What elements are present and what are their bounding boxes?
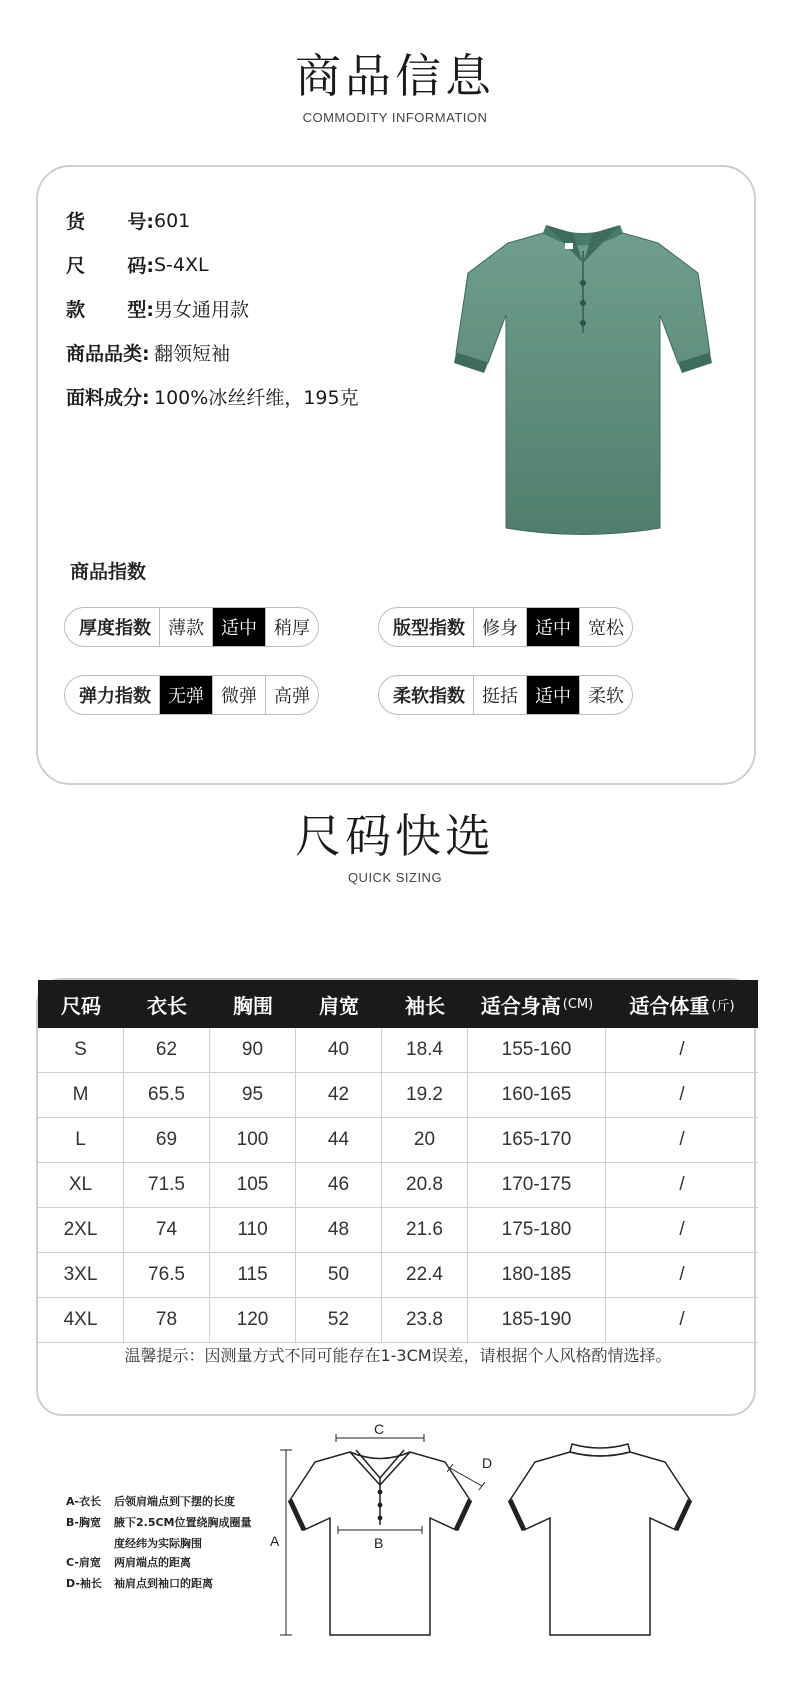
spec-value: 翻领短袖 <box>154 343 231 365</box>
table-cell: 62 <box>124 1028 210 1072</box>
legend-text: 两肩端点的距离 <box>114 1556 191 1569</box>
table-row <box>38 1073 758 1118</box>
spec-row <box>66 383 359 410</box>
table-cell: 40 <box>296 1028 382 1072</box>
table-cell: 76.5 <box>124 1253 210 1297</box>
legend-item <box>66 1493 235 1509</box>
spec-key-part: 货 <box>66 211 86 233</box>
label-a: A <box>270 1533 280 1549</box>
spec-row <box>66 295 249 322</box>
size-table-header-cell <box>38 980 124 1028</box>
legend-text: 袖肩点到袖口的距离 <box>114 1577 213 1590</box>
table-cell: 105 <box>210 1163 296 1207</box>
header-text: 尺码 <box>61 993 101 1018</box>
spec-key <box>66 295 154 322</box>
index-option-selected: 适中 <box>526 608 579 646</box>
index-pill <box>64 607 319 647</box>
legend-text: 腋下2.5CM位置绕胸成圈量 <box>114 1516 252 1529</box>
index-pill <box>378 607 633 647</box>
table-cell: 19.2 <box>382 1073 468 1117</box>
size-tip: 温馨提示：因测量方式不同可能存在1-3CM误差，请根据个人风格酌情选择。 <box>124 1346 672 1365</box>
index-option: 稍厚 <box>265 608 318 646</box>
table-row <box>38 1028 758 1073</box>
table-cell: / <box>679 1174 685 1195</box>
legend-key: D-袖长 <box>66 1577 102 1590</box>
table-cell: 71.5 <box>124 1163 210 1207</box>
index-option: 修身 <box>473 608 526 646</box>
table-cell: / <box>679 1039 685 1060</box>
table-cell: 2XL <box>38 1208 124 1252</box>
spec-row <box>66 251 209 278</box>
spec-value: S-4XL <box>154 253 209 276</box>
table-cell: 42 <box>296 1073 382 1117</box>
index-pill <box>64 675 319 715</box>
legend-item <box>66 1554 191 1570</box>
header-text: 肩宽 <box>319 993 359 1018</box>
index-label: 柔软指数 <box>393 686 465 707</box>
table-cell: 100 <box>210 1118 296 1162</box>
header-text: 胸围 <box>233 993 273 1018</box>
table-cell: 185-190 <box>468 1298 606 1342</box>
legend-text: 后领肩端点到下摆的长度 <box>114 1495 235 1508</box>
table-cell: 78 <box>124 1298 210 1342</box>
commodity-title: 商品信息 <box>295 49 495 103</box>
table-cell: 160-165 <box>468 1073 606 1117</box>
index-label: 弹力指数 <box>79 686 151 707</box>
legend-item <box>66 1575 213 1591</box>
header-unit: (CM) <box>562 996 594 1012</box>
index-label: 厚度指数 <box>79 618 151 639</box>
measurement-diagram <box>270 1421 740 1650</box>
size-table-header <box>38 980 758 1028</box>
size-table-header-cell <box>124 980 210 1028</box>
spec-value: 男女通用款 <box>154 299 250 321</box>
table-cell: / <box>679 1129 685 1150</box>
header-text: 袖长 <box>405 993 445 1018</box>
table-cell: L <box>38 1118 124 1162</box>
spec-key-part: 商品品类: <box>66 343 150 365</box>
sizing-title: 尺码快选 <box>295 809 495 863</box>
polo-shirt-image <box>448 203 718 543</box>
commodity-subtitle: COMMODITY INFORMATION <box>302 110 488 125</box>
size-table-header-cell <box>468 980 606 1028</box>
table-cell: 4XL <box>38 1298 124 1342</box>
spec-key-part: 型: <box>127 299 154 321</box>
index-option: 柔软 <box>579 676 632 714</box>
spec-key <box>66 207 154 234</box>
table-cell: 175-180 <box>468 1208 606 1252</box>
header-text: 适合身高 <box>480 993 561 1018</box>
sizing-subtitle: QUICK SIZING <box>347 870 443 885</box>
table-cell: 74 <box>124 1208 210 1252</box>
table-cell: 165-170 <box>468 1118 606 1162</box>
table-cell: 52 <box>296 1298 382 1342</box>
table-cell: 180-185 <box>468 1253 606 1297</box>
header-text: 适合体重 <box>629 993 710 1018</box>
spec-key <box>66 383 154 410</box>
table-cell: M <box>38 1073 124 1117</box>
index-title: 商品指数 <box>70 561 147 583</box>
spec-row <box>66 207 190 234</box>
label-b: B <box>374 1535 384 1551</box>
legend-key: B-胸宽 <box>66 1516 101 1529</box>
table-cell: / <box>679 1219 685 1240</box>
table-cell: / <box>679 1309 685 1330</box>
header-text: 衣长 <box>147 993 187 1018</box>
index-option: 薄款 <box>159 608 212 646</box>
index-option: 宽松 <box>579 608 632 646</box>
size-table-header-cell <box>296 980 382 1028</box>
table-cell: 120 <box>210 1298 296 1342</box>
table-cell: 48 <box>296 1208 382 1252</box>
table-row <box>38 1118 758 1163</box>
legend-key: C-肩宽 <box>66 1556 101 1569</box>
table-cell: 115 <box>210 1253 296 1297</box>
table-cell: 110 <box>210 1208 296 1252</box>
spec-key-part: 面料成分: <box>66 387 150 409</box>
index-option: 高弹 <box>265 676 318 714</box>
table-cell: 50 <box>296 1253 382 1297</box>
table-cell: / <box>679 1084 685 1105</box>
index-option-selected: 无弹 <box>159 676 212 714</box>
index-label: 版型指数 <box>393 618 465 639</box>
spec-key-part: 款 <box>66 299 86 321</box>
spec-value: 601 <box>154 209 191 232</box>
size-table <box>36 978 756 1416</box>
commodity-card <box>36 165 756 785</box>
spec-key <box>66 251 154 278</box>
size-table-header-cell <box>382 980 468 1028</box>
table-cell: 21.6 <box>382 1208 468 1252</box>
spec-key-part: 尺 <box>66 255 86 277</box>
legend-key: A-衣长 <box>66 1495 102 1508</box>
legend-text: 度经纬为实际胸围 <box>114 1537 202 1550</box>
table-cell: 46 <box>296 1163 382 1207</box>
table-cell: 69 <box>124 1118 210 1162</box>
table-cell: XL <box>38 1163 124 1207</box>
label-d: D <box>482 1455 493 1471</box>
table-cell: 44 <box>296 1118 382 1162</box>
table-cell: 90 <box>210 1028 296 1072</box>
table-cell: 170-175 <box>468 1163 606 1207</box>
table-cell: 95 <box>210 1073 296 1117</box>
spec-value: 100%冰丝纤维，195克 <box>154 387 359 409</box>
spec-key-part: 号: <box>127 211 154 233</box>
table-cell: 155-160 <box>468 1028 606 1072</box>
index-pill <box>378 675 633 715</box>
table-cell: 3XL <box>38 1253 124 1297</box>
table-row <box>38 1253 758 1298</box>
table-cell: S <box>38 1028 124 1072</box>
table-cell: / <box>679 1264 685 1285</box>
header-unit: (斤) <box>711 998 735 1014</box>
size-table-header-cell <box>210 980 296 1028</box>
table-row <box>38 1163 758 1208</box>
index-option-selected: 适中 <box>212 608 265 646</box>
spec-key <box>66 339 154 366</box>
table-cell: 18.4 <box>382 1028 468 1072</box>
table-row <box>38 1298 758 1343</box>
spec-row <box>66 339 230 366</box>
index-option-selected: 适中 <box>526 676 579 714</box>
table-cell: 20 <box>382 1118 468 1162</box>
table-cell: 23.8 <box>382 1298 468 1342</box>
legend-item <box>66 1514 252 1551</box>
table-cell: 20.8 <box>382 1163 468 1207</box>
label-c: C <box>374 1421 385 1437</box>
table-cell: 65.5 <box>124 1073 210 1117</box>
spec-key-part: 码: <box>127 255 154 277</box>
index-option: 微弹 <box>212 676 265 714</box>
size-table-header-cell <box>606 980 758 1028</box>
table-row <box>38 1208 758 1253</box>
index-option: 挺括 <box>473 676 526 714</box>
legend-line <box>66 1535 252 1551</box>
table-cell: 22.4 <box>382 1253 468 1297</box>
